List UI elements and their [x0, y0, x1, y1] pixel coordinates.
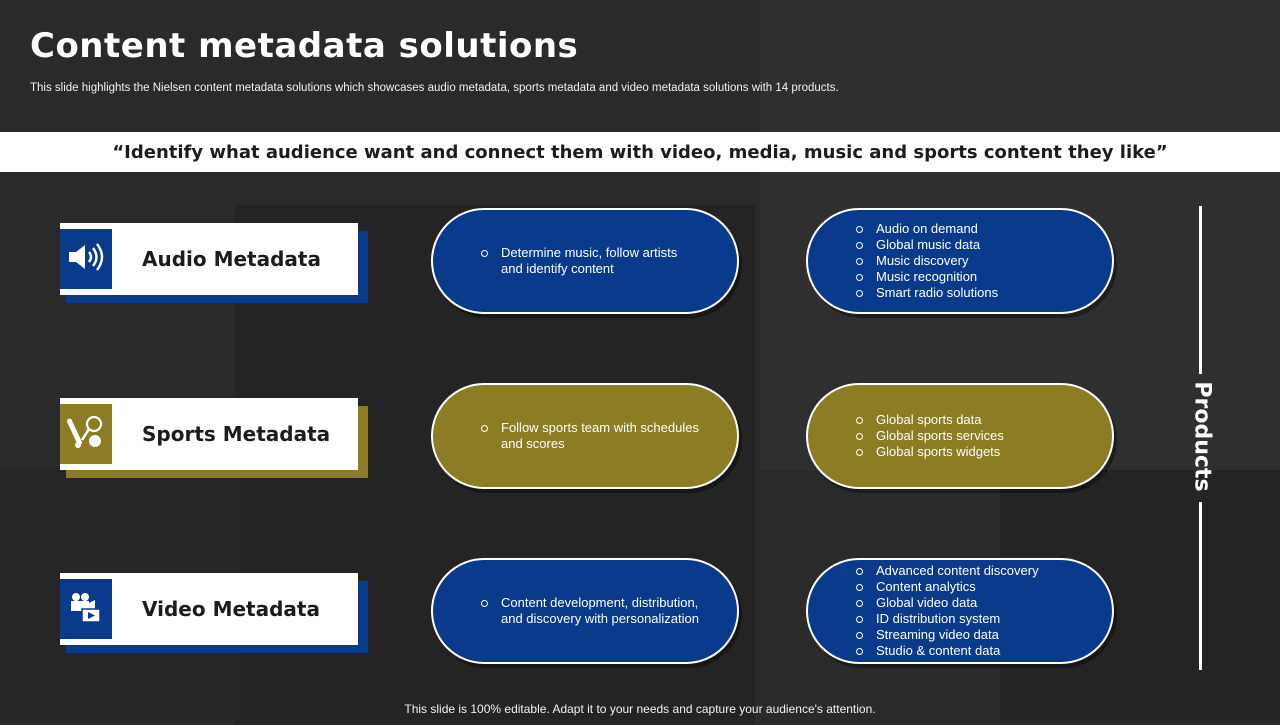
quote-text: “Identify what audience want and connect them with video, media, music and sports content they like”	[112, 141, 1168, 163]
list-item: Global video data	[856, 595, 1039, 611]
products-pill-audio	[806, 208, 1114, 314]
category-label: Video Metadata	[142, 597, 320, 621]
category-video	[60, 573, 370, 653]
list-item: Global sports data	[856, 412, 1004, 428]
list-item: Global music data	[856, 237, 998, 253]
category-card	[60, 223, 358, 295]
products-list	[808, 221, 998, 301]
slide-title: Content metadata solutions	[30, 26, 579, 66]
speaker-icon	[67, 242, 105, 277]
category-card	[60, 398, 358, 470]
slide-subtitle: This slide highlights the Nielsen content metadata solutions which showcases audio metadata, sports metadata and video metadata solutions with 14 products.	[30, 82, 839, 94]
category-label: Audio Metadata	[142, 247, 321, 271]
icon-tile	[60, 579, 112, 639]
footer-note: This slide is 100% editable. Adapt it to your needs and capture your audience's attention.	[404, 702, 876, 716]
list-item: Music discovery	[856, 253, 998, 269]
description-list	[433, 595, 701, 627]
list-item: ID distribution system	[856, 611, 1039, 627]
description-list	[433, 420, 701, 452]
products-pill-video	[806, 558, 1114, 664]
category-card	[60, 573, 358, 645]
list-item: Streaming video data	[856, 627, 1039, 643]
list-item: Music recognition	[856, 269, 998, 285]
list-item: Content development, distribution, and discovery with personalization	[481, 595, 701, 627]
list-item: Audio on demand	[856, 221, 998, 237]
category-audio	[60, 223, 370, 303]
category-label: Sports Metadata	[142, 422, 331, 446]
products-divider-top	[1199, 206, 1202, 374]
video-camera-icon	[68, 590, 104, 629]
products-divider-bottom	[1199, 502, 1202, 670]
list-item: Advanced content discovery	[856, 563, 1039, 579]
description-pill-video	[431, 558, 739, 664]
products-label-text: Products	[1189, 380, 1215, 492]
list-item: Global sports services	[856, 428, 1004, 444]
products-side-label	[1172, 380, 1232, 492]
list-item: Content analytics	[856, 579, 1039, 595]
icon-tile	[60, 404, 112, 464]
quote-banner	[0, 132, 1280, 172]
products-list	[808, 412, 1004, 460]
list-item: Determine music, follow artists and identify content	[481, 245, 701, 277]
list-item: Follow sports team with schedules and scores	[481, 420, 701, 452]
icon-tile	[60, 229, 112, 289]
list-item: Smart radio solutions	[856, 285, 998, 301]
products-pill-sports	[806, 383, 1114, 489]
products-list	[808, 563, 1039, 659]
list-item: Studio & content data	[856, 643, 1039, 659]
description-pill-audio	[431, 208, 739, 314]
category-sports	[60, 398, 370, 478]
description-list	[433, 245, 701, 277]
list-item: Global sports widgets	[856, 444, 1004, 460]
description-pill-sports	[431, 383, 739, 489]
sports-equipment-icon	[66, 412, 106, 457]
